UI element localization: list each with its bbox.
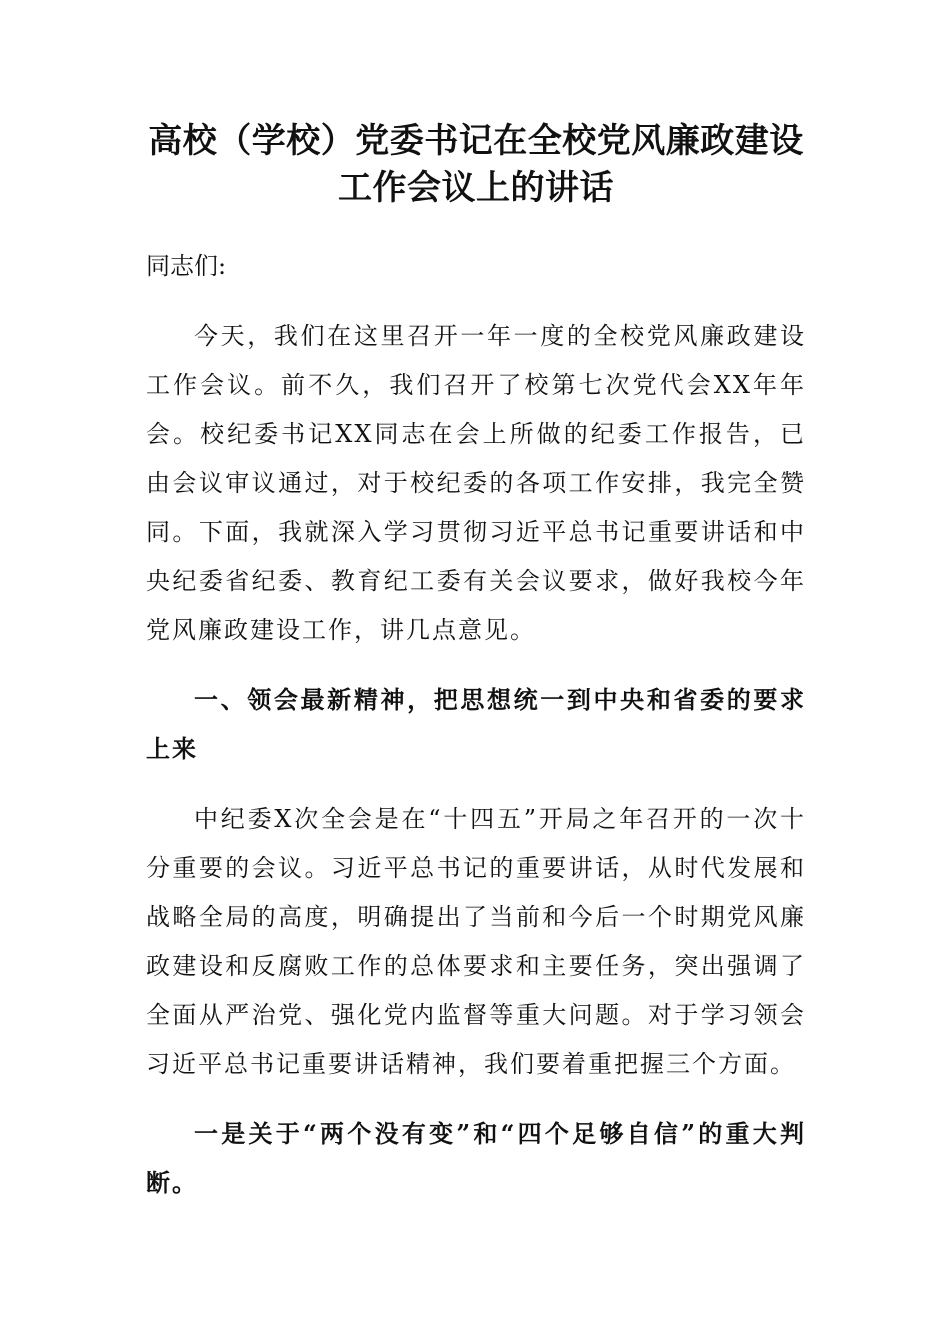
intro-paragraph: 今天，我们在这里召开一年一度的全校党风廉政建设工作会议。前不久，我们召开了校第七次党代会XX年年会。校纪委书记XX同志在会上所做的纪委工作报告，已由会议审议通过，对于校纪委的各项工作安排，我完全赞同。下面，我就深入学习贯彻习近平总书记重要讲话和中央纪委省纪委、教育纪工委有关会议要求，做好我校今年党风廉政建设工作，讲几点意见。 (146, 322, 806, 644)
document-page (146, 118, 806, 1207)
body-paragraph: 中纪委X次全会是在“十四五”开局之年召开的一次十分重要的会议。习近平总书记的重要讲话，从时代发展和战略全局的高度，明确提出了当前和今后一个时期党风廉政建设和反腐败工作的总体要求和主要任务，突出强调了全面从严治党、强化党内监督等重大问题。对于学习领会习近平总书记重要讲话精神，我们要着重把握三个方面。 (146, 805, 806, 1078)
subsection-heading-1: 一是关于“两个没有变”和“四个足够自信”的重大判断。 (146, 1119, 806, 1197)
document-title: 高校（学校）党委书记在全校党风廉政建设工作会议上的讲话 (148, 121, 804, 208)
section-heading-1: 一、领会最新精神，把思想统一到中央和省委的要求上来 (146, 685, 806, 763)
salutation: 同志们: (146, 252, 227, 280)
